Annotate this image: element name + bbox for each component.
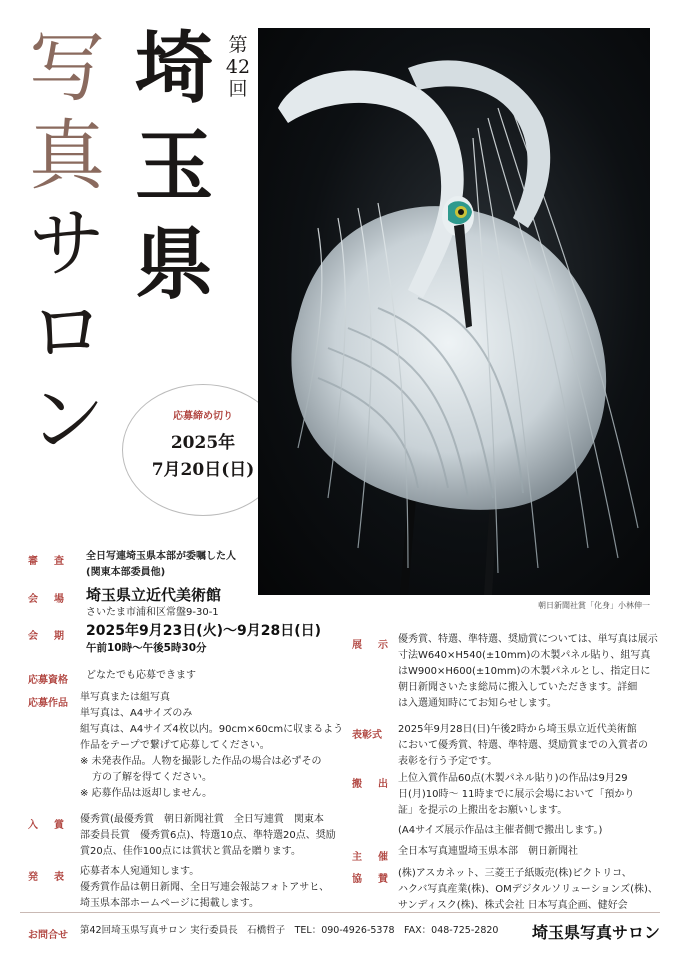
- carryout-line-2: 日(月)10時〜 11時までに展示会場において「預かり: [398, 789, 635, 800]
- venue-label: 会 場: [28, 594, 67, 605]
- deadline-year: 2025年: [170, 433, 236, 453]
- works-text: [80, 690, 345, 802]
- edition-number: 42: [225, 56, 251, 78]
- works-line-5: ※ 未発表作品。人物を撮影した作品の場合は必ずその: [80, 756, 322, 767]
- title-char-ken: 県: [134, 219, 213, 310]
- exhibit-label: 展 示: [352, 640, 391, 651]
- works-line-6: 方の了解を得てください。: [92, 772, 212, 783]
- period-block: [86, 620, 346, 655]
- salon-logo: 埼玉県写真サロン: [531, 923, 660, 942]
- works-line-1: 単写真または組写真: [80, 692, 170, 703]
- carryout-line-4: (A4サイズ展示作品は主催者側で搬出します。): [398, 825, 603, 836]
- announce-label: 発 表: [28, 872, 67, 883]
- ceremony-text: [398, 722, 660, 770]
- edition-kai: 回: [228, 78, 248, 100]
- judge-line-2: (関東本部委員他): [86, 567, 166, 578]
- announce-line-2: 優秀賞作品は朝日新聞、全日写連会報誌フォトアサヒ、: [80, 882, 330, 893]
- sponsors-text: [398, 866, 660, 914]
- sponsors-line-2: ハクバ写真産業(株)、OMデジタルソリューションズ(株)、: [398, 884, 658, 895]
- carryout-line-3: 証」を提示の上搬出をお願いします。: [398, 805, 568, 816]
- prizes-text: [80, 812, 348, 860]
- sponsors-line-3: サンディスク(株)、株式会社 日本写真企画、健好会: [398, 900, 628, 911]
- carryout-line-1: 上位入賞作品60点(木製パネル貼り)の作品は9月29: [398, 773, 628, 784]
- exhibit-text: [398, 632, 660, 712]
- exhibit-line-1: 優秀賞、特選、準特選、奨励賞については、単写真は展示: [398, 634, 658, 645]
- organizer-text: 全日本写真連盟埼玉県本部 朝日新聞社: [398, 846, 578, 857]
- announce-text: [80, 864, 348, 912]
- ceremony-line-2: において優秀賞、特選、準特選、奨励賞までの入賞者の: [398, 740, 648, 751]
- venue-address: さいたま市浦和区常盤9-30-1: [86, 607, 219, 618]
- prizes-line-3: 賞20点、佳作100点には賞状と賞品を贈ります。: [80, 846, 302, 857]
- eligibility-text: どなたでも応募できます: [86, 670, 196, 681]
- venue-name: 埼玉県立近代美術館: [86, 586, 222, 604]
- title-char-sai: 埼: [134, 23, 213, 114]
- title-char-shin: 真: [29, 111, 105, 200]
- judge-text: [86, 549, 256, 581]
- exhibit-line-4: 朝日新聞さいたま総局に搬入していただきます。詳細: [398, 682, 638, 693]
- exhibit-line-3: はW900×H600(±10mm)の木製パネルとし、指定日に: [398, 666, 651, 677]
- footer-divider: [20, 912, 660, 913]
- judge-label: 審 査: [28, 556, 67, 567]
- period-dates: 2025年9月23日(火)〜9月28日(日): [86, 623, 322, 639]
- sponsors-label: 協 賛: [352, 874, 391, 885]
- carryout-text: [398, 771, 660, 839]
- contact-label: お問合せ: [28, 930, 68, 941]
- title-char-sa: サ: [29, 199, 105, 288]
- organizer-label: 主 催: [352, 852, 391, 863]
- prizes-line-1: 優秀賞(最優秀賞 朝日新聞社賞 全日写連賞 関東本: [80, 814, 324, 825]
- exhibit-line-5: は入選通知時にてお知らせします。: [398, 698, 557, 709]
- works-line-3: 組写真は、A4サイズ4枚以内。90cm×60cmに収まるよう: [80, 724, 344, 735]
- announce-line-1: 応募者本人宛通知します。: [80, 866, 200, 877]
- title-mid-column: [128, 23, 220, 324]
- judge-line-1: 全日写連埼玉県本部が委嘱した人: [86, 551, 236, 562]
- deadline-date: 7月20日(日): [151, 460, 255, 480]
- period-label: 会 期: [28, 631, 67, 642]
- title-left-column: [22, 23, 112, 470]
- eligibility-label: 応募資格: [28, 675, 68, 686]
- egret-photo: [258, 28, 650, 595]
- carryout-label: 搬 出: [352, 779, 391, 790]
- works-line-4: 作品をテープで繋げて応募してください。: [80, 740, 270, 751]
- exhibit-line-2: 寸法W640×H540(±10mm)の木製パネル貼り、組写真: [398, 650, 651, 661]
- title-char-ro: ロ: [29, 287, 105, 376]
- announce-line-3: 埼玉県本部ホームページに掲載します。: [80, 898, 259, 909]
- deadline-label: 応募締め切り: [173, 411, 233, 422]
- title-char-sha: 写: [29, 23, 105, 112]
- works-line-7: ※ 応募作品は返却しません。: [80, 788, 213, 799]
- contact-text: 第42回埼玉県写真サロン 実行委員長 石橋哲子 TEL：090-4926-5378 FAX：048-725-2820: [80, 925, 499, 936]
- period-hours: 午前10時〜午後5時30分: [86, 642, 207, 654]
- prizes-label: 入 賞: [28, 820, 67, 831]
- photo-credit: 朝日新聞社賞「化身」小林伸一: [538, 601, 650, 610]
- ceremony-line-1: 2025年9月28日(日)午後2時から埼玉県立近代美術館: [398, 724, 637, 735]
- prizes-line-2: 部委員長賞 優秀賞6点)、特選10点、準特選20点、奨励: [80, 830, 336, 841]
- ceremony-line-3: 表彰を行う予定です。: [398, 756, 498, 767]
- title-char-n: ン: [29, 375, 105, 464]
- edition-label: [222, 34, 254, 100]
- title-char-tama: 玉: [134, 121, 213, 212]
- ceremony-label: 表彰式: [352, 730, 382, 741]
- works-line-2: 単写真は、A4サイズのみ: [80, 708, 193, 719]
- edition-dai: 第: [228, 34, 248, 56]
- sponsors-line-1: (株)アスカネット、三菱王子紙販売(株)ピクトリコ、: [398, 868, 632, 879]
- venue-block: [86, 584, 266, 621]
- works-label: 応募作品: [28, 698, 68, 709]
- egret-illustration: [258, 28, 650, 595]
